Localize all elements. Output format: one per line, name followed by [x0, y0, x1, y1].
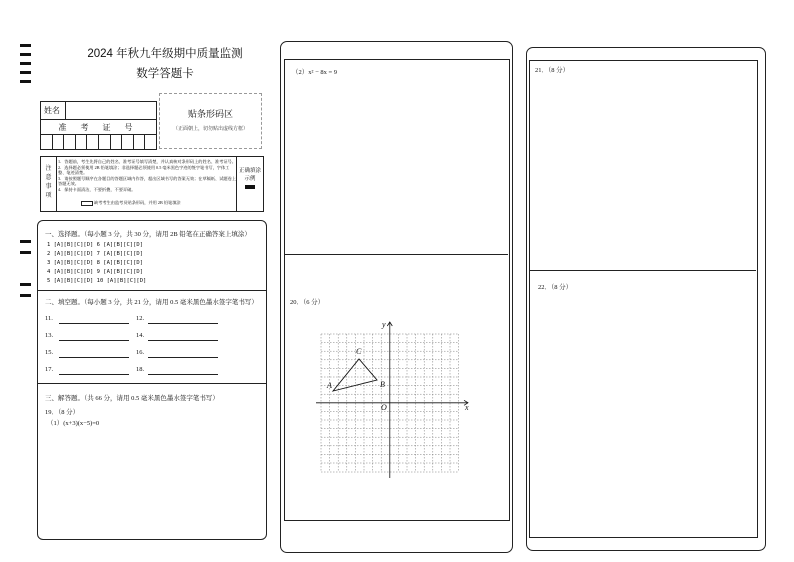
coordinate-grid	[312, 318, 472, 478]
fill-label-17: 17.	[45, 366, 54, 373]
triangle-abc	[333, 359, 377, 391]
absent-checkbox[interactable]	[81, 201, 93, 206]
mc-row[interactable]: 5 [A][B][C][D] 10 [A][B][C][D]	[47, 278, 147, 284]
question-19-part2: （2）x² − 8x = 9	[292, 69, 338, 76]
fill-answer-13[interactable]	[59, 340, 129, 341]
question-20-label: 20．（6 分）	[290, 299, 325, 306]
point-a-label: A	[327, 381, 332, 390]
answer-panel-left	[37, 220, 267, 540]
mc-row[interactable]: 2 [A][B][C][D] 7 [A][B][C][D]	[47, 251, 144, 257]
fill-answer-11[interactable]	[59, 323, 129, 324]
correct-fill-sample	[245, 185, 255, 189]
notice-rule: 3．请按照题号顺序在各题目的答题区域内作答，超出区域书写的答案无效；在草稿纸、试题卷上答题无效。	[58, 175, 236, 187]
exam-number-label: 准 考 证 号	[58, 123, 139, 132]
notice-box	[40, 156, 264, 212]
y-axis-label: y	[382, 320, 386, 329]
point-b-label: B	[380, 380, 385, 389]
fill-answer-16[interactable]	[148, 357, 218, 358]
name-label: 姓名	[44, 106, 60, 115]
timing-mark	[20, 62, 31, 65]
fill-label-15: 15.	[45, 349, 54, 356]
fill-answer-12[interactable]	[148, 323, 218, 324]
fill-label-16: 16.	[136, 349, 145, 356]
notice-rule: 1．答题前，考生先将自己的姓名、准考证号填写清楚，并认真核对条形码上的姓名、准考证号。	[58, 159, 236, 164]
question-21-label: 21．（8 分）	[535, 67, 570, 74]
mc-row[interactable]: 3 [A][B][C][D] 8 [A][B][C][D]	[47, 260, 144, 266]
fill-label-14: 14.	[136, 332, 145, 339]
timing-mark	[20, 251, 31, 254]
fill-label-12: 12.	[136, 315, 145, 322]
fill-answer-14[interactable]	[148, 340, 218, 341]
fill-label-18: 18.	[136, 366, 145, 373]
section2-title: 二、填空题。（每小题 3 分，共 21 分，请用 0.5 毫米黑色墨水签字笔书写）	[45, 299, 258, 306]
section1-title: 一、选择题。（每小题 3 分，共 30 分，请用 2B 铅笔在正确答案上填涂）	[45, 231, 251, 238]
page-title: 2024 年秋九年级期中质量监测	[87, 48, 243, 60]
fill-label-11: 11.	[45, 315, 53, 322]
student-info-box	[40, 101, 157, 150]
name-row[interactable]	[41, 102, 156, 120]
notice-rule: 4．保持卡面清洁，不要折叠，不要弄破。	[58, 186, 136, 192]
question-19-part1: （1）(x+3)(x−5)=0	[47, 420, 100, 427]
correct-fill-label: 正确填涂示例	[238, 168, 261, 182]
timing-mark	[20, 283, 31, 286]
timing-mark	[20, 44, 31, 47]
right-answer-area[interactable]	[529, 60, 758, 538]
timing-mark	[20, 240, 31, 243]
point-c-label: C	[356, 347, 362, 356]
origin-label: O	[381, 403, 387, 412]
notice-rule: 2．选择题必须使用 2B 铅笔填涂；非选择题必须使用 0.5 毫米黑色字迹的签字笔书写，字体工整、笔迹清楚。	[58, 164, 230, 176]
fill-answer-18[interactable]	[148, 374, 218, 375]
section3-title: 三、解答题。（共 66 分，请用 0.5 毫米黑色墨水签字笔书写）	[45, 395, 219, 402]
absent-note: 缺考考生由监考员贴条形码，并用 2B 铅笔填涂	[94, 200, 181, 205]
question-22-label: 22．（8 分）	[538, 284, 573, 291]
mc-row[interactable]: 4 [A][B][C][D] 9 [A][B][C][D]	[47, 269, 144, 275]
exam-number-grid[interactable]	[41, 134, 156, 149]
notice-side-label: 注意事项	[45, 166, 52, 199]
fill-answer-15[interactable]	[59, 357, 129, 358]
fill-label-13: 13.	[45, 332, 54, 339]
x-axis-label: x	[465, 403, 469, 412]
mc-row[interactable]: 1 [A][B][C][D] 6 [A][B][C][D]	[47, 242, 144, 248]
barcode-subtitle: （正面朝上，切勿贴出虚线方框）	[172, 127, 248, 132]
barcode-title: 贴条形码区	[187, 109, 233, 119]
barcode-area	[159, 93, 262, 149]
timing-mark	[20, 294, 31, 297]
question-19-label: 19．（8 分）	[45, 409, 80, 416]
timing-mark	[20, 53, 31, 56]
timing-mark	[20, 80, 31, 83]
page-subtitle: 数学答题卡	[136, 68, 194, 80]
fill-answer-17[interactable]	[59, 374, 129, 375]
timing-mark	[20, 71, 31, 74]
